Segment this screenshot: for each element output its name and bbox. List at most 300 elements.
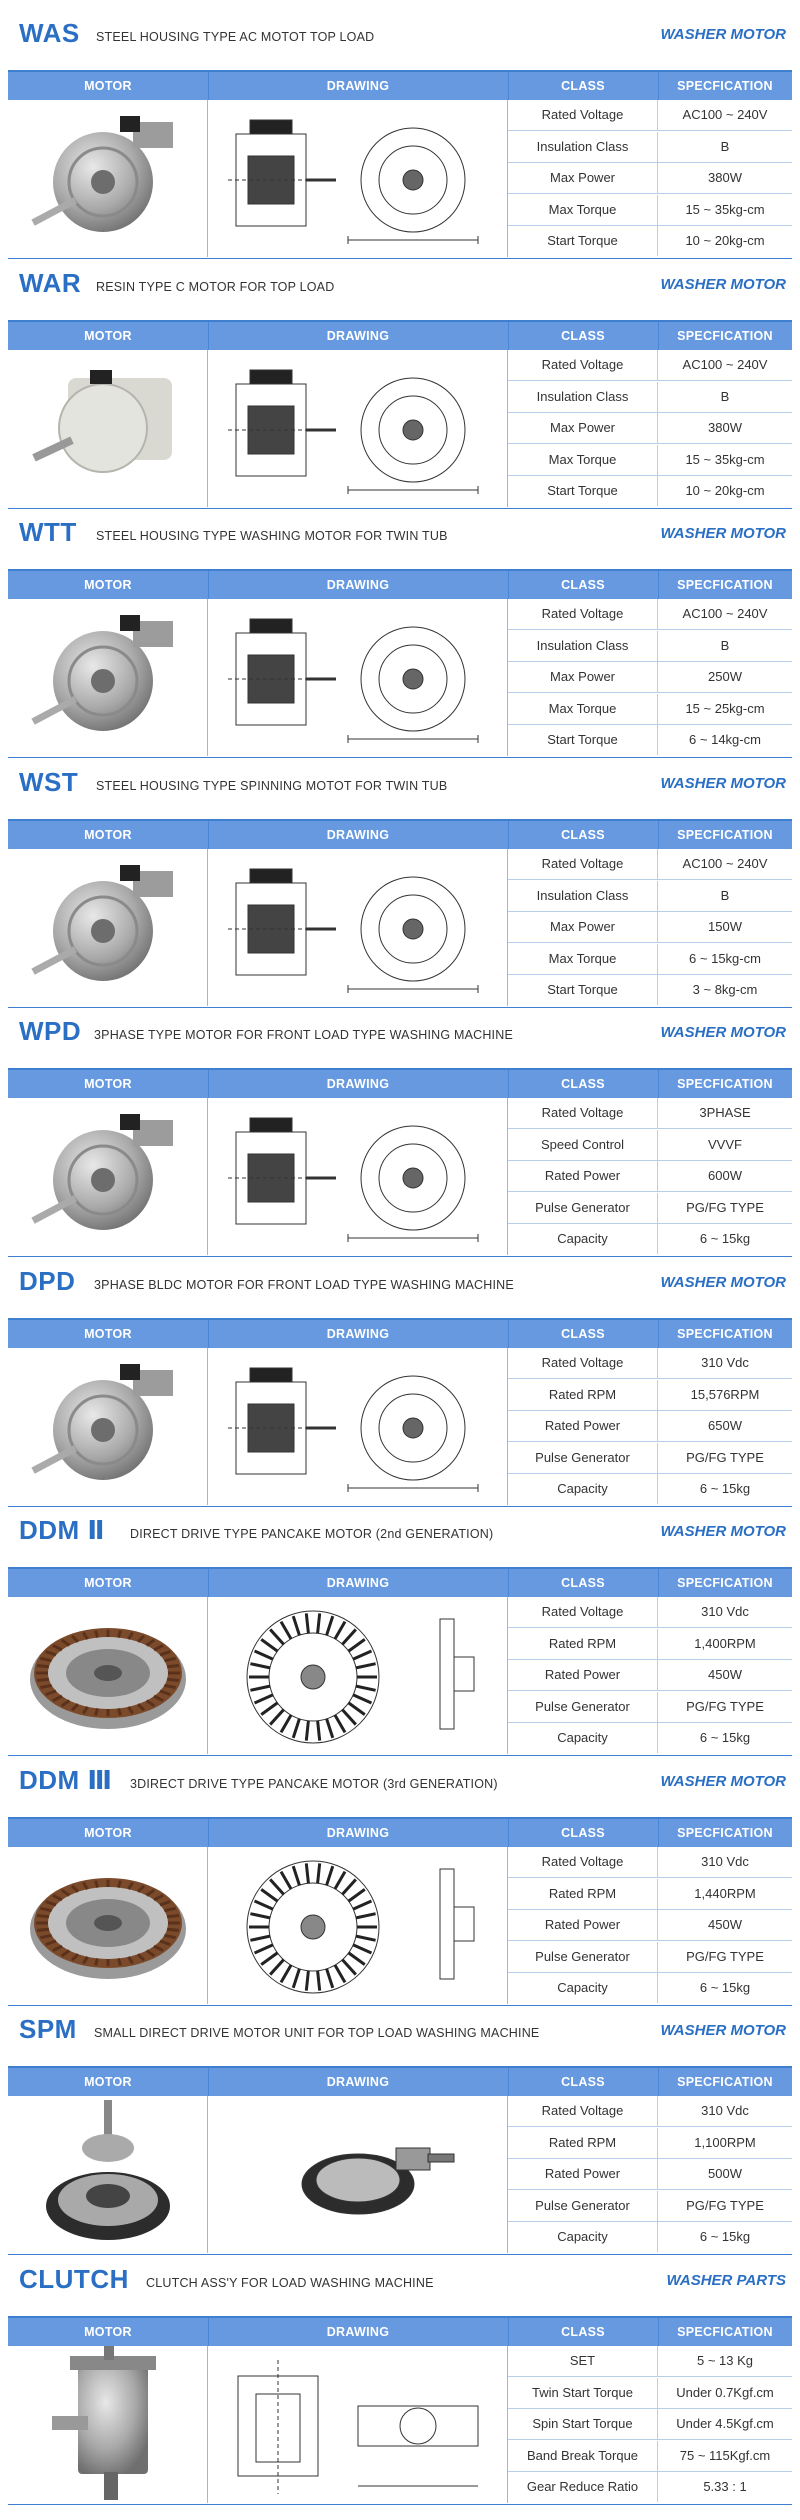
spec-table xyxy=(8,70,792,259)
spec-value: 1,400RPM xyxy=(694,1635,756,1651)
table-header xyxy=(8,1070,792,1098)
spec-class: Pulse Generator xyxy=(508,1942,658,1972)
table-header xyxy=(8,821,792,849)
spec-value: 310 Vdc xyxy=(701,1355,749,1370)
spec-class: Rated Power xyxy=(508,2159,658,2189)
spec-row xyxy=(508,631,792,662)
spec-table xyxy=(8,1068,792,1257)
spec-table xyxy=(8,1817,792,2006)
motor-unit-render xyxy=(208,2096,507,2253)
spec-value: 450W xyxy=(708,1917,742,1932)
header-spec: SPECFICATION xyxy=(677,828,773,842)
table-header xyxy=(8,322,792,350)
spec-value: 6 ~ 15kg xyxy=(699,1730,751,1745)
spec-value: 6 ~ 14kg-cm xyxy=(689,732,761,747)
product-title: 3DIRECT DRIVE TYPE PANCAKE MOTOR (3rd GENERATION) xyxy=(130,1777,498,1791)
product-section xyxy=(8,1759,792,2009)
header-class: CLASS xyxy=(561,2075,605,2089)
spec-class: Rated Power xyxy=(508,1161,658,1191)
pancake-dimension-drawing xyxy=(208,1597,507,1754)
spec-value: 650W xyxy=(708,1418,742,1433)
spec-value: Under 0.7Kgf.cm xyxy=(676,2384,774,2400)
product-title: 3PHASE BLDC MOTOR FOR FRONT LOAD TYPE WASHING MACHINE xyxy=(94,1278,514,1292)
product-section xyxy=(8,1509,792,1759)
header-class: CLASS xyxy=(561,1077,605,1091)
product-code: WAS xyxy=(19,18,80,48)
spec-row xyxy=(508,1660,792,1691)
spec-class: Rated RPM xyxy=(508,2128,658,2158)
spec-value: 450W xyxy=(708,1667,742,1682)
spec-class: Max Torque xyxy=(508,195,658,225)
spec-class: Start Torque xyxy=(508,725,658,755)
spec-class: Start Torque xyxy=(508,476,658,506)
header-class: CLASS xyxy=(561,1576,605,1590)
spec-row xyxy=(508,975,792,1005)
spec-value: AC100 ~ 240V xyxy=(682,357,768,372)
product-category: WASHER MOTOR xyxy=(660,26,786,43)
header-class: CLASS xyxy=(561,578,605,592)
spec-row xyxy=(508,100,792,131)
spec-row xyxy=(508,2159,792,2190)
spec-value: PG/FG TYPE xyxy=(686,1449,764,1465)
section-header xyxy=(8,761,792,801)
spec-row xyxy=(508,1348,792,1379)
spec-class: Insulation Class xyxy=(508,132,658,162)
header-class: CLASS xyxy=(561,329,605,343)
spec-value: 150W xyxy=(708,919,742,934)
spec-value: 600W xyxy=(708,1168,742,1183)
spec-rows xyxy=(508,100,792,257)
spec-table xyxy=(8,2316,792,2505)
spec-value: 6 ~ 15kg-cm xyxy=(689,950,761,966)
spec-row xyxy=(508,1443,792,1474)
spec-row xyxy=(508,413,792,444)
spec-value: 380W xyxy=(708,420,742,435)
header-motor: MOTOR xyxy=(84,79,132,93)
spec-value: B xyxy=(720,138,730,154)
header-drawing: DRAWING xyxy=(326,329,390,343)
header-spec: SPECFICATION xyxy=(677,1576,773,1590)
spec-rows xyxy=(508,599,792,756)
spec-class: Rated Voltage xyxy=(508,1597,658,1627)
spec-row xyxy=(508,195,792,226)
motor-photo xyxy=(8,1098,208,1255)
drawing-image xyxy=(208,599,508,756)
spec-class: Capacity xyxy=(508,2222,658,2252)
resin-motor-photo xyxy=(8,350,207,507)
product-code: WST xyxy=(19,767,79,797)
spec-row xyxy=(508,1411,792,1442)
spec-class: Max Torque xyxy=(508,694,658,724)
drawing-image xyxy=(208,2096,508,2253)
product-title: STEEL HOUSING TYPE WASHING MOTOR FOR TWIN TUB xyxy=(96,529,448,543)
spec-rows xyxy=(508,350,792,507)
spec-class: Rated RPM xyxy=(508,1879,658,1909)
spec-rows xyxy=(508,1348,792,1505)
spec-class: Capacity xyxy=(508,1973,658,2003)
spec-table xyxy=(8,320,792,509)
header-motor: MOTOR xyxy=(84,329,132,343)
header-drawing: DRAWING xyxy=(326,1576,390,1590)
spec-row xyxy=(508,350,792,381)
product-category: WASHER MOTOR xyxy=(660,1024,786,1041)
pancake-motor-photo xyxy=(8,1597,207,1754)
spec-class: Rated Voltage xyxy=(508,350,658,380)
spec-value: 6 ~ 15kg xyxy=(699,1481,751,1496)
ac-motor-photo xyxy=(8,100,207,257)
spec-class: Max Power xyxy=(508,163,658,193)
section-header xyxy=(8,2008,792,2048)
spec-value: 15,576RPM xyxy=(690,1386,760,1402)
spec-value: PG/FG TYPE xyxy=(686,1948,764,1964)
product-category: WASHER MOTOR xyxy=(660,525,786,542)
spec-rows xyxy=(508,2096,792,2253)
spec-value: 15 ~ 35kg-cm xyxy=(685,201,765,217)
spec-rows xyxy=(508,1098,792,1255)
spec-rows xyxy=(508,849,792,1006)
spec-value: PG/FG TYPE xyxy=(686,1698,764,1714)
product-code: DPD xyxy=(19,1266,76,1296)
spec-table xyxy=(8,819,792,1008)
drawing-image xyxy=(208,849,508,1006)
header-drawing: DRAWING xyxy=(326,1077,390,1091)
spec-class: Insulation Class xyxy=(508,631,658,661)
header-class: CLASS xyxy=(561,2325,605,2339)
spec-class: Rated Voltage xyxy=(508,849,658,879)
product-section xyxy=(8,2258,792,2508)
header-motor: MOTOR xyxy=(84,1077,132,1091)
header-motor: MOTOR xyxy=(84,2075,132,2089)
spec-class: Max Power xyxy=(508,413,658,443)
spec-table xyxy=(8,569,792,758)
spec-rows xyxy=(508,1847,792,2004)
motor-dimension-drawing xyxy=(208,849,507,1006)
spec-row xyxy=(508,849,792,880)
section-header xyxy=(8,262,792,302)
spec-class: Max Torque xyxy=(508,944,658,974)
product-title: STEEL HOUSING TYPE SPINNING MOTOT FOR TWIN TUB xyxy=(96,779,448,793)
drawing-image xyxy=(208,1348,508,1505)
header-class: CLASS xyxy=(561,79,605,93)
drawing-image xyxy=(208,100,508,257)
3phase-motor-photo xyxy=(8,1098,207,1255)
header-drawing: DRAWING xyxy=(326,1826,390,1840)
spec-class: Pulse Generator xyxy=(508,1692,658,1722)
spec-row xyxy=(508,1879,792,1910)
header-drawing: DRAWING xyxy=(326,79,390,93)
spec-row xyxy=(508,2096,792,2127)
spec-class: Capacity xyxy=(508,1723,658,1753)
motor-photo xyxy=(8,100,208,257)
spec-value: 250W xyxy=(708,669,742,684)
spec-row xyxy=(508,2409,792,2440)
spec-value: 380W xyxy=(708,170,742,185)
spec-value: 5 ~ 13 Kg xyxy=(696,2353,754,2368)
spec-class: Max Power xyxy=(508,662,658,692)
spec-row xyxy=(508,1380,792,1411)
header-spec: SPECFICATION xyxy=(677,2325,773,2339)
section-header xyxy=(8,1260,792,1300)
spec-value: 6 ~ 15kg xyxy=(699,2229,751,2244)
product-category: WASHER PARTS xyxy=(666,2272,786,2289)
spec-class: Insulation Class xyxy=(508,881,658,911)
spec-class: Rated Voltage xyxy=(508,1847,658,1877)
spec-row xyxy=(508,599,792,630)
drawing-image xyxy=(208,350,508,507)
spec-value: VVVF xyxy=(708,1136,742,1152)
header-spec: SPECFICATION xyxy=(677,1826,773,1840)
spec-value: 310 Vdc xyxy=(701,1604,749,1619)
clutch-dimension-drawing xyxy=(208,2346,507,2503)
spec-row xyxy=(508,881,792,912)
product-section xyxy=(8,2008,792,2258)
table-header xyxy=(8,1819,792,1847)
spec-value: PG/FG TYPE xyxy=(686,1199,764,1215)
section-header xyxy=(8,12,792,52)
motor-photo xyxy=(8,599,208,756)
product-category: WASHER MOTOR xyxy=(660,2022,786,2039)
spec-value: PG/FG TYPE xyxy=(686,2197,764,2213)
product-section xyxy=(8,12,792,262)
spec-row xyxy=(508,1847,792,1878)
product-code: WTT xyxy=(19,517,77,547)
header-class: CLASS xyxy=(561,1327,605,1341)
spec-row xyxy=(508,2346,792,2377)
spec-value: 310 Vdc xyxy=(701,2103,749,2118)
spec-value: 10 ~ 20kg-cm xyxy=(685,483,765,498)
product-code: WPD xyxy=(19,1016,82,1046)
spec-rows xyxy=(508,2346,792,2503)
motor-photo xyxy=(8,2346,208,2503)
drawing-image xyxy=(208,2346,508,2503)
spec-class: Insulation Class xyxy=(508,382,658,412)
header-motor: MOTOR xyxy=(84,1327,132,1341)
drawing-image xyxy=(208,1847,508,2004)
header-drawing: DRAWING xyxy=(326,1327,390,1341)
spec-class: Rated Power xyxy=(508,1660,658,1690)
header-motor: MOTOR xyxy=(84,1576,132,1590)
header-motor: MOTOR xyxy=(84,578,132,592)
product-category: WASHER MOTOR xyxy=(660,1523,786,1540)
header-drawing: DRAWING xyxy=(326,2075,390,2089)
spec-class: Spin Start Torque xyxy=(508,2409,658,2439)
spec-value: B xyxy=(720,637,730,653)
product-section xyxy=(8,761,792,1011)
spec-row xyxy=(508,1629,792,1660)
product-title: STEEL HOUSING TYPE AC MOTOT TOP LOAD xyxy=(96,30,375,44)
spec-table xyxy=(8,2066,792,2255)
product-section xyxy=(8,1010,792,1260)
header-drawing: DRAWING xyxy=(326,578,390,592)
product-section xyxy=(8,262,792,512)
header-motor: MOTOR xyxy=(84,828,132,842)
clutch-assembly-photo xyxy=(8,2346,207,2503)
spec-value: Under 4.5Kgf.cm xyxy=(676,2416,774,2431)
spec-class: Speed Control xyxy=(508,1130,658,1160)
spec-value: AC100 ~ 240V xyxy=(682,856,768,871)
spec-value: 15 ~ 25kg-cm xyxy=(685,700,765,716)
motor-dimension-drawing xyxy=(208,599,507,756)
spec-class: Rated RPM xyxy=(508,1629,658,1659)
table-header xyxy=(8,1569,792,1597)
spec-row xyxy=(508,694,792,725)
section-header xyxy=(8,1010,792,1050)
header-spec: SPECFICATION xyxy=(677,1327,773,1341)
header-spec: SPECFICATION xyxy=(677,1077,773,1091)
header-spec: SPECFICATION xyxy=(677,2075,773,2089)
spec-row xyxy=(508,1910,792,1941)
spec-value: 5.33 : 1 xyxy=(703,2479,747,2494)
spec-row xyxy=(508,725,792,755)
spec-class: Start Torque xyxy=(508,975,658,1005)
spec-value: 6 ~ 15kg xyxy=(699,1980,751,1995)
product-title: RESIN TYPE C MOTOR FOR TOP LOAD xyxy=(96,280,335,294)
bldc-motor-photo xyxy=(8,1348,207,1505)
drawing-image xyxy=(208,1597,508,1754)
spec-row xyxy=(508,1224,792,1254)
product-code: SPM xyxy=(19,2014,77,2044)
product-category: WASHER MOTOR xyxy=(660,1773,786,1790)
spec-row xyxy=(508,1723,792,1753)
spec-row xyxy=(508,226,792,256)
spec-class: Band Break Torque xyxy=(508,2441,658,2471)
product-code: DDM Ⅲ xyxy=(19,1765,113,1795)
motor-dimension-drawing xyxy=(208,1348,507,1505)
spec-class: Capacity xyxy=(508,1224,658,1254)
spec-class: Pulse Generator xyxy=(508,1443,658,1473)
spec-value: 75 ~ 115Kgf.cm xyxy=(679,2447,771,2463)
product-category: WASHER MOTOR xyxy=(660,276,786,293)
drawing-image xyxy=(208,1098,508,1255)
section-header xyxy=(8,1509,792,1549)
motor-dimension-drawing xyxy=(208,100,507,257)
spec-class: Max Power xyxy=(508,912,658,942)
spec-value: 3 ~ 8kg-cm xyxy=(692,982,758,997)
spec-row xyxy=(508,912,792,943)
spec-row xyxy=(508,1161,792,1192)
spec-class: Rated Voltage xyxy=(508,1348,658,1378)
spec-row xyxy=(508,662,792,693)
spec-value: B xyxy=(720,388,730,404)
spec-row xyxy=(508,1942,792,1973)
product-title: CLUTCH ASS'Y FOR LOAD WASHING MACHINE xyxy=(146,2276,434,2290)
motor-photo xyxy=(8,1597,208,1754)
table-header xyxy=(8,2068,792,2096)
spec-row xyxy=(508,2472,792,2502)
spec-row xyxy=(508,1973,792,2003)
spec-class: Pulse Generator xyxy=(508,1193,658,1223)
product-category: WASHER MOTOR xyxy=(660,775,786,792)
spec-value: 310 Vdc xyxy=(701,1854,749,1869)
spec-class: Capacity xyxy=(508,1474,658,1504)
motor-photo xyxy=(8,2096,208,2253)
spec-value: 3PHASE xyxy=(699,1105,751,1120)
header-spec: SPECFICATION xyxy=(677,578,773,592)
section-header xyxy=(8,1759,792,1799)
spec-value: 500W xyxy=(708,2166,742,2181)
product-code: WAR xyxy=(19,268,82,298)
header-drawing: DRAWING xyxy=(326,828,390,842)
spec-row xyxy=(508,1098,792,1129)
pancake-motor-photo xyxy=(8,1847,207,2004)
spec-class: Start Torque xyxy=(508,226,658,256)
spec-class: Rated Power xyxy=(508,1411,658,1441)
header-motor: MOTOR xyxy=(84,1826,132,1840)
product-code: DDM Ⅱ xyxy=(19,1515,106,1545)
spec-row xyxy=(508,1692,792,1723)
product-title: DIRECT DRIVE TYPE PANCAKE MOTOR (2nd GENERATION) xyxy=(130,1527,494,1541)
spec-row xyxy=(508,382,792,413)
spec-value: 15 ~ 35kg-cm xyxy=(685,451,765,467)
product-category: WASHER MOTOR xyxy=(660,1274,786,1291)
spec-row xyxy=(508,2378,792,2409)
product-title: SMALL DIRECT DRIVE MOTOR UNIT FOR TOP LOAD WASHING MACHINE xyxy=(94,2026,540,2040)
product-section xyxy=(8,511,792,761)
spinning-motor-photo xyxy=(8,849,207,1006)
spec-table xyxy=(8,1318,792,1507)
spec-value: 10 ~ 20kg-cm xyxy=(685,233,765,248)
header-motor: MOTOR xyxy=(84,2325,132,2339)
product-title: 3PHASE TYPE MOTOR FOR FRONT LOAD TYPE WASHING MACHINE xyxy=(94,1028,513,1042)
spec-class: Max Torque xyxy=(508,445,658,475)
section-header xyxy=(8,2258,792,2298)
spec-row xyxy=(508,1597,792,1628)
spec-row xyxy=(508,2191,792,2222)
product-section xyxy=(8,1260,792,1510)
spec-value: B xyxy=(720,887,730,903)
spec-table xyxy=(8,1567,792,1756)
spec-value: 6 ~ 15kg xyxy=(699,1231,751,1246)
spec-class: Rated Power xyxy=(508,1910,658,1940)
spec-row xyxy=(508,163,792,194)
spec-value: AC100 ~ 240V xyxy=(682,606,768,621)
motor-dimension-drawing xyxy=(208,1098,507,1255)
header-class: CLASS xyxy=(561,1826,605,1840)
header-spec: SPECFICATION xyxy=(677,79,773,93)
spec-row xyxy=(508,132,792,163)
pancake-dimension-drawing xyxy=(208,1847,507,2004)
spec-class: Rated Voltage xyxy=(508,2096,658,2126)
spec-class: Rated Voltage xyxy=(508,1098,658,1128)
header-spec: SPECFICATION xyxy=(677,329,773,343)
spec-value: AC100 ~ 240V xyxy=(682,107,768,122)
motor-dimension-drawing xyxy=(208,350,507,507)
spec-class: Rated Voltage xyxy=(508,599,658,629)
spec-class: Rated RPM xyxy=(508,1380,658,1410)
table-header xyxy=(8,2318,792,2346)
spec-class: Pulse Generator xyxy=(508,2191,658,2221)
spec-row xyxy=(508,2441,792,2472)
motor-photo xyxy=(8,1348,208,1505)
spec-row xyxy=(508,2222,792,2252)
spec-value: 1,100RPM xyxy=(694,2134,756,2150)
spec-row xyxy=(508,1474,792,1504)
spec-class: SET xyxy=(508,2346,658,2376)
product-code: CLUTCH xyxy=(19,2264,129,2294)
motor-photo xyxy=(8,350,208,507)
table-header xyxy=(8,1320,792,1348)
spec-value: 1,440RPM xyxy=(694,1885,756,1901)
table-header xyxy=(8,571,792,599)
spec-class: Gear Reduce Ratio xyxy=(508,2472,658,2502)
motor-photo xyxy=(8,849,208,1006)
header-class: CLASS xyxy=(561,828,605,842)
table-header xyxy=(8,72,792,100)
motor-photo xyxy=(8,1847,208,2004)
spec-row xyxy=(508,445,792,476)
spec-class: Twin Start Torque xyxy=(508,2378,658,2408)
spec-row xyxy=(508,1130,792,1161)
